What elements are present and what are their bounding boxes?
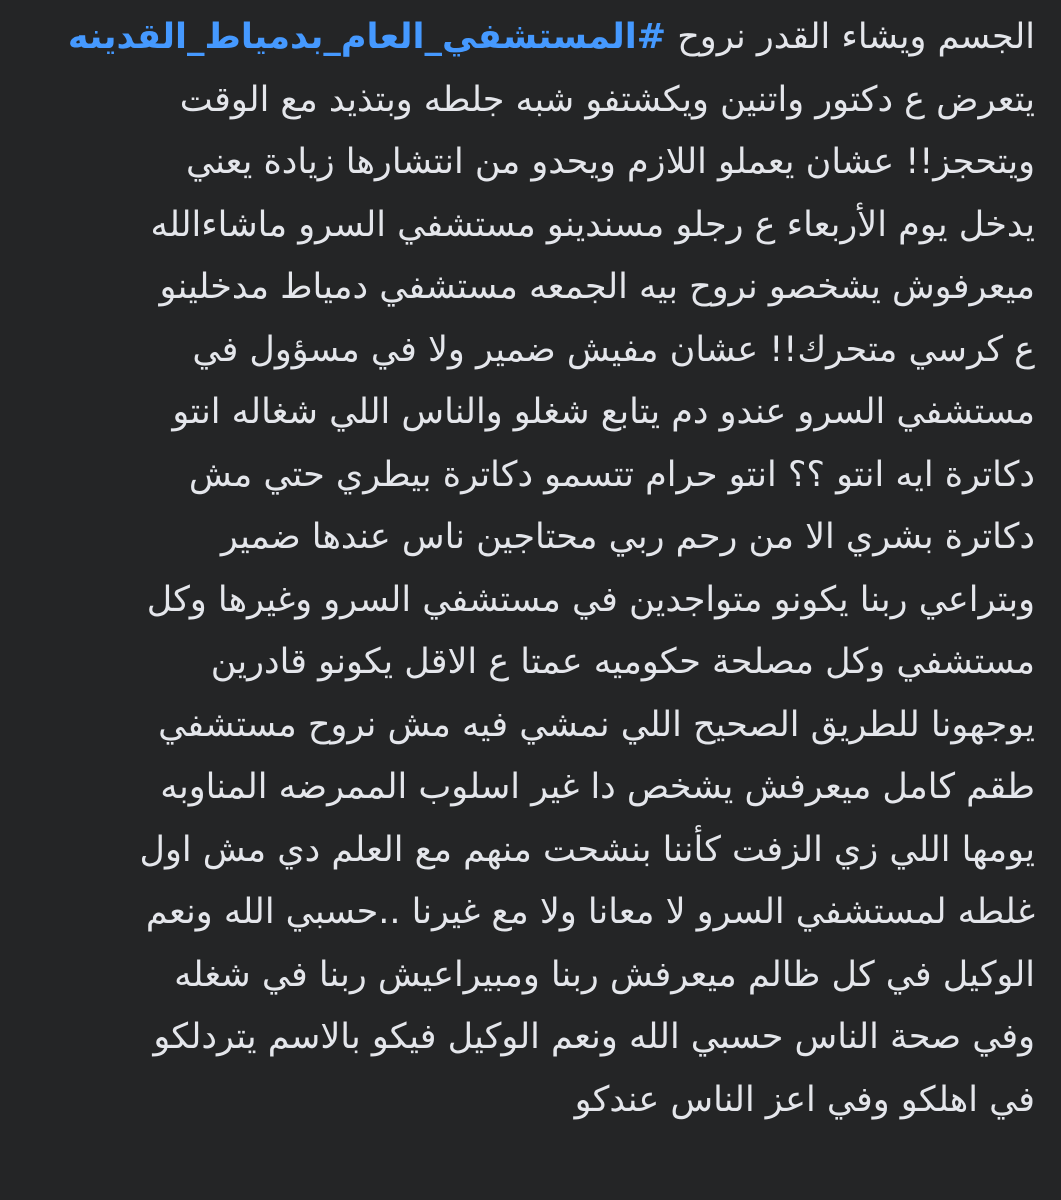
post-line [20, 6, 1035, 69]
post-line: دكاترة بشري الا من رحم ربي محتاجين ناس عندها ضمير [220, 517, 1035, 557]
post-line: غلطه لمستشفي السرو لا معانا ولا مع غيرنا ..حسبي الله ونعم [145, 892, 1035, 932]
post-line: ميعرفوش يشخصو نروح بيه الجمعه مستشفي دمياط مدخلينو [159, 267, 1035, 307]
post-line: ويتحجز!! عشان يعملو اللازم ويحدو من انتشارها زيادة يعني [185, 142, 1035, 182]
hashtag-link[interactable]: #المستشفي_العام_بدمياط_القدينه [67, 17, 667, 57]
post-line-text: الجسم ويشاء القدر نروح [666, 17, 1035, 57]
post-line: مستشفي وكل مصلحة حكوميه عمتا ع الاقل يكونو قادرين [210, 642, 1035, 682]
post-line: في اهلكو وفي اعز الناس عندكو [574, 1079, 1035, 1120]
post-line: طقم كامل ميعرفش يشخص دا غير اسلوب الممرضه المناوبه [160, 767, 1035, 807]
post-line: وبتراعي ربنا يكونو متواجدين في مستشفي السرو وغيرها وكل [146, 579, 1035, 620]
post-line: الوكيل في كل ظالم ميعرفش ربنا ومبيراعيش ربنا في شغله [174, 954, 1035, 995]
post-line: مستشفي السرو عندو دم يتابع شغلو والناس اللي شغاله انتو [172, 392, 1035, 432]
post-line: يوجهونا للطريق الصحيح اللي نمشي فيه مش نروح مستشفي [158, 704, 1035, 745]
post-line: يتعرض ع دكتور واتنين ويكشتفو شبه جلطه وبتذيد مع الوقت [179, 79, 1035, 120]
post-text [20, 6, 1035, 1131]
post-line: يومها اللي زي الزفت كأننا بنشحت منهم مع العلم دي مش اول [139, 829, 1035, 870]
post-line: يدخل يوم الأربعاء ع رجلو مسندينو مستشفي السرو ماشاءالله [150, 204, 1035, 245]
post-line: ع كرسي متحرك!! عشان مفيش ضمير ولا في مسؤول في [192, 329, 1035, 370]
post-line: دكاترة ايه انتو ؟؟ انتو حرام تتسمو دكاترة بيطري حتي مش [188, 454, 1035, 495]
post-line: وفي صحة الناس حسبي الله ونعم الوكيل فيكو بالاسم يتردلكو [153, 1017, 1035, 1057]
